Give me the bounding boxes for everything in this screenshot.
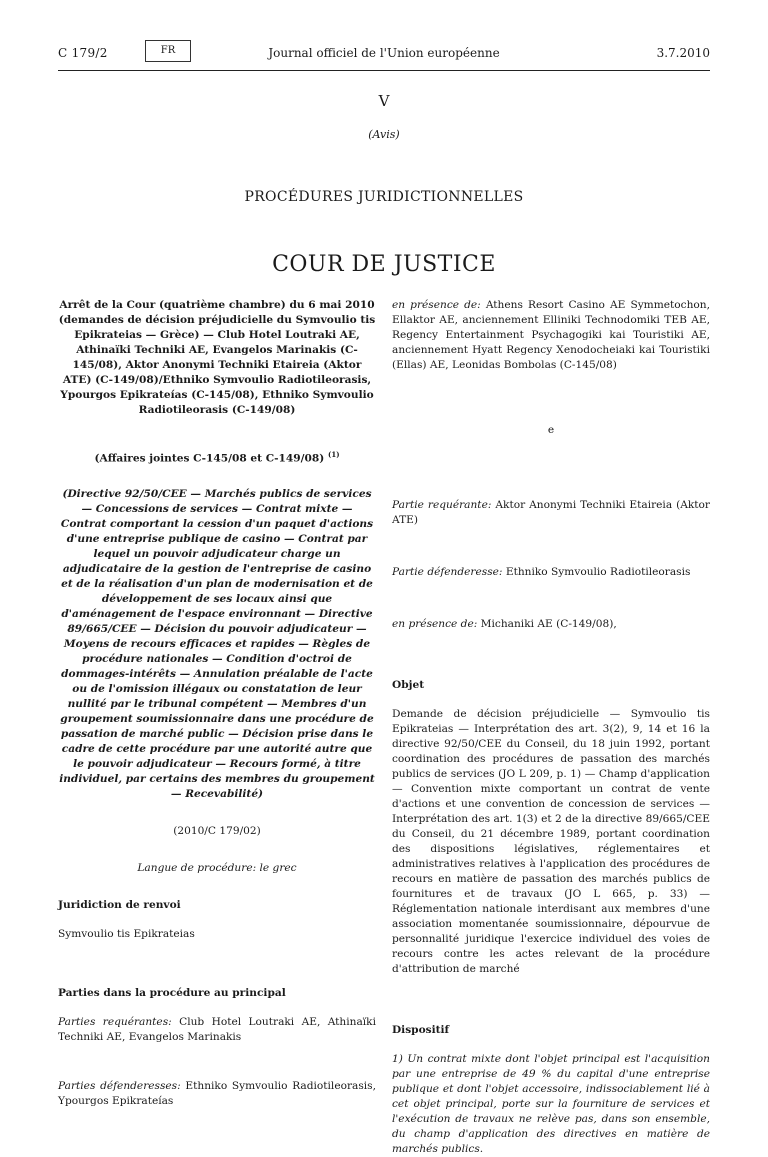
procedure-language: Langue de procédure: le grec — [137, 861, 297, 874]
requerantes-text: Club Hotel Loutraki AE, Athinaïki Techniki AE, Evangelos Marinakis — [58, 1015, 376, 1043]
language-box: FR — [145, 40, 191, 62]
juridiction-text: Symvoulio tis Epikrateias — [58, 927, 195, 940]
publication-date: 3.7.2010 — [656, 46, 710, 60]
defenderesse-paragraph — [392, 565, 710, 580]
page-header — [0, 40, 768, 62]
parties-heading: Parties dans la procédure au principal — [58, 986, 286, 999]
requerante-paragraph — [392, 498, 710, 528]
journal-title: Journal officiel de l'Union européenne — [268, 46, 500, 60]
objet-heading: Objet — [392, 679, 425, 691]
joined-cases-text: (Affaires jointes C-145/08 et C-149/08) — [94, 452, 325, 465]
right-column — [392, 298, 710, 1157]
section-subtitle: (Avis) — [368, 128, 400, 141]
defenderesses-paragraph — [58, 1079, 376, 1109]
header-rule — [58, 70, 710, 71]
section-number: V — [378, 92, 390, 110]
joined-cases — [58, 447, 376, 467]
judgment-title: Arrêt de la Cour (quatrième chambre) du 6 mai 2010 (demandes de décision préjudicielle du Symvoulio tis Epikrateias — Grèce) — Club Hotel Loutraki AE, Athinaïki Techniki AE, Evangelos Marinakis (C-145/08), Aktor Anonymi Techniki Etaireia (Aktor ATE) (C-149/08)/Ethniko Symvoulio Radiotileorasis, Ypourgos Epikrateías (C-145/08), Ethniko Symvoulio Radiotileorasis (C-149/08) — [58, 299, 376, 416]
objet-text: Demande de décision préjudicielle — Symvoulio tis Epikrateias — Interprétation des art. 3(2), 9, 14 et 16 la directive 92/50/CEE du Conseil, du 18 juin 1992, portant coordination des procédures de passation des marchés publics de services (JO L 209, p. 1) — Champ d'application — Convention mixte comportant un contrat de vente d'actions et une convention de concession de services — Interprétation des art. 1(3) et 2 de la directive 89/665/CEE du Conseil, du 21 décembre 1989, portant coordination des dispositions législatives, réglementaires et administratives relatives à l'application des procédures de recours en matière de passation des marchés publics de fournitures et de travaux (JO L 665, p. 33) — Réglementation nationale interdisant aux membres d'une association momentanée soumissionnaire, dépourvue de personnalité juridique l'exercice individuel des voies de recours contre les actes relevant de la procédure d'attribution de marché — [392, 708, 710, 975]
dispositif-point-1: 1) Un contrat mixte dont l'objet principal est l'acquisition par une entreprise de 49 % du capital d'une entreprise publique et dont l'objet accessoire, indissociablement lié à cet objet principal, porte sur la fourniture de services et l'exécution de travaux ne relève pas, dans son ensemble, du champ d'application des directives en matière de marchés publics. — [392, 1053, 710, 1155]
presence1-label: en présence de: — [392, 299, 481, 311]
defenderesses-label: Parties défenderesses: — [58, 1079, 181, 1092]
procedures-heading: PROCÉDURES JURIDICTIONNELLES — [244, 189, 524, 205]
presence2-paragraph — [392, 617, 710, 632]
keywords: (Directive 92/50/CEE — Marchés publics de services — Concessions de services — Contrat mixte — Contrat comportant la cession d'un paquet d'actions d'une entreprise publique de casino — Contrat par lequel un pouvoir adjudicateur charge un adjudicataire de la gestion de l'entreprise de casino et de la réalisation d'un plan de modernisation et de développement de ses locaux ainsi que d'aménagement de l'espace environnant — Directive 89/665/CEE — Décision du pouvoir adjudicateur — Moyens de recours efficaces et rapides — Règles de procédure nationales — Condition d'octroi de dommages-intérêts — Annulation préalable de l'acte ou de l'omission illégaux ou constatation de leur nullité par le tribunal compétent — Membres d'un groupement soumissionnaire dans une procédure de passation de marché public — Décision prise dans le cadre de cette procédure par une autorité autre que le pouvoir adjudicateur — Recours formé, à titre individuel, par certains des membres du groupement — Recevabilité) — [59, 487, 375, 800]
document-reference: (2010/C 179/02) — [173, 824, 261, 837]
conjunction-e: e — [547, 424, 555, 436]
page-reference: C 179/2 — [58, 46, 108, 60]
presence2-text: Michaniki AE (C-149/08), — [480, 618, 617, 630]
defenderesse-label: Partie défenderesse: — [392, 566, 503, 578]
footnote-mark: (1) — [328, 450, 340, 459]
presence1-text: Athens Resort Casino AE Symmetochon, Ellaktor AE, anciennement Elliniki Technodomiki TEB AE, Regency Entertainment Psychagogiki kai Touristiki AE, anciennement Hyatt Regency Xenodocheiaki kai Touristiki (Ellas) AE, Leonidas Bombolas (C-145/08) — [392, 299, 711, 371]
requerantes-label: Parties requérantes: — [58, 1015, 172, 1028]
requerantes-paragraph — [58, 1015, 376, 1045]
presence1-paragraph — [392, 298, 710, 373]
dispositif-heading: Dispositif — [392, 1024, 450, 1036]
defenderesses-text: Ethniko Symvoulio Radiotileorasis, Ypourgos Epikrateías — [58, 1079, 376, 1107]
requerante-label: Partie requérante: — [392, 499, 492, 511]
left-column — [58, 298, 376, 1109]
defenderesse-text: Ethniko Symvoulio Radiotileorasis — [505, 566, 691, 578]
court-heading: COUR DE JUSTICE — [272, 252, 496, 277]
presence2-label: en présence de: — [392, 618, 478, 630]
juridiction-heading: Juridiction de renvoi — [58, 898, 181, 911]
requerante-text: Aktor Anonymi Techniki Etaireia (Aktor ATE) — [392, 499, 710, 526]
